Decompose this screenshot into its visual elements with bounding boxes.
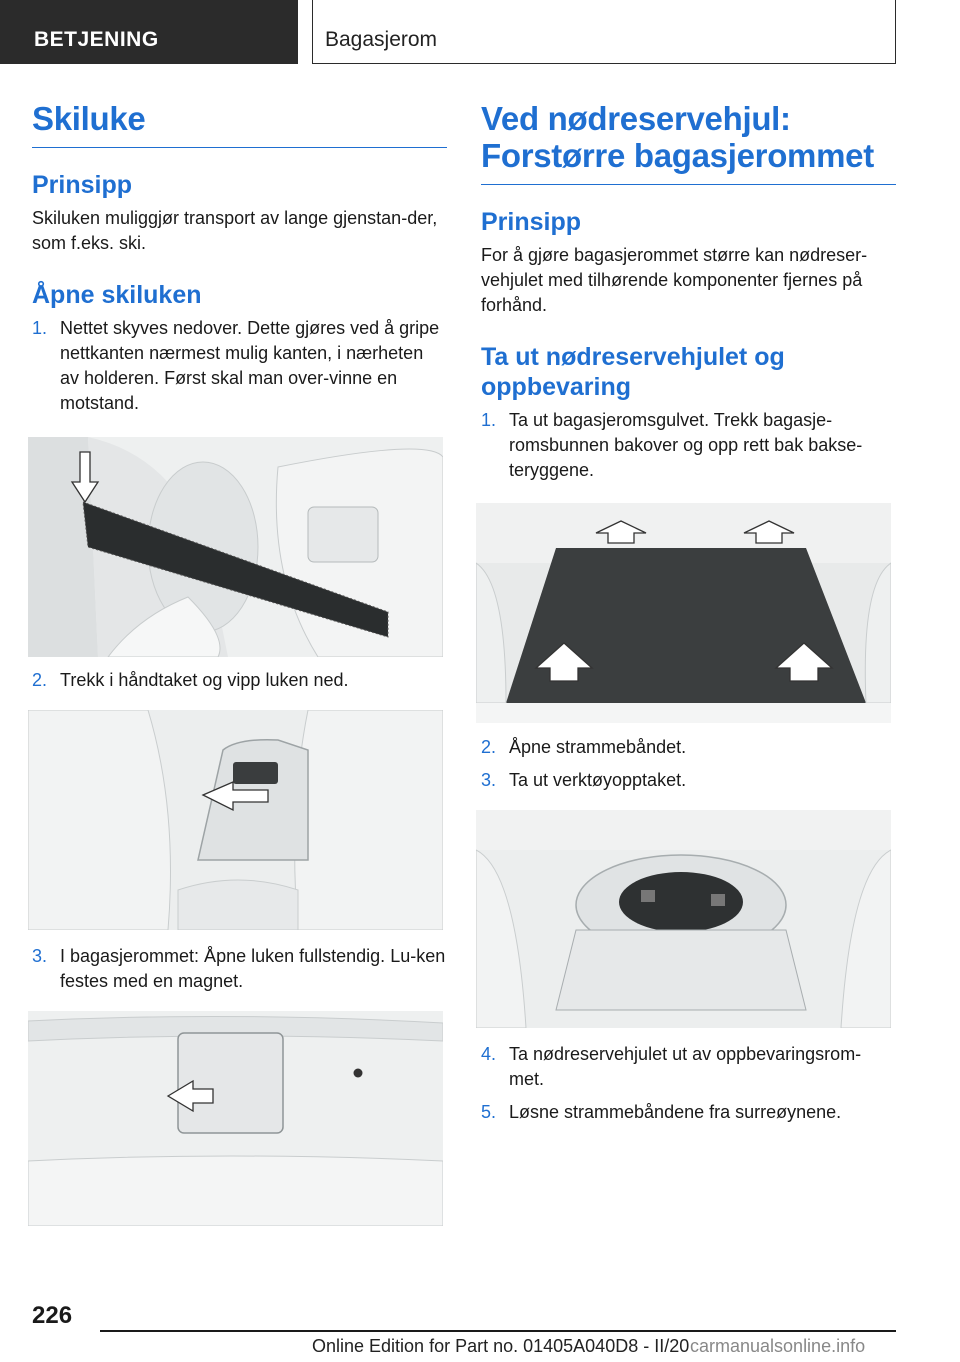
right-column <box>481 100 896 483</box>
step-number: 2. <box>32 670 48 690</box>
ski-net-illustration <box>28 437 443 657</box>
hatch-illustration <box>28 1011 443 1226</box>
figure-pull-handle <box>28 710 443 930</box>
step-text: Ta ut bagasjeromsgulvet. Trekk bagasje-romsbunnen bakover og opp rett bak bakse-teryggene. <box>509 410 863 480</box>
step-text: Ta nødreservehjulet ut av oppbevaringsrom-met. <box>509 1044 862 1089</box>
left-title: Skiluke <box>32 100 447 148</box>
left-heading-principle: Prinsipp <box>32 171 133 199</box>
left-step-2 <box>32 668 447 693</box>
right-steps-4-5-wrap <box>481 1042 896 1125</box>
step-text: Løsne strammebåndene fra surreøynene. <box>509 1102 842 1122</box>
left-step-1 <box>32 316 447 416</box>
figure-hatch-open <box>28 1011 443 1226</box>
step-number: 2. <box>481 737 497 757</box>
right-step-5 <box>481 1100 896 1125</box>
section-tab <box>0 0 298 64</box>
step-number: 1. <box>32 318 48 338</box>
right-step-2 <box>481 735 896 760</box>
right-steps-2-3-wrap <box>481 735 896 793</box>
right-heading-remove: Ta ut nødreservehjulet og oppbevaring <box>481 343 785 401</box>
left-heading-open: Åpne skiluken <box>32 281 202 309</box>
footer-divider <box>100 1330 896 1332</box>
left-step-3 <box>32 944 447 994</box>
right-principle-text: For å gjøre bagasjerommet større kan nødreser-vehjulet med tilhørende komponenter fjernes på forhånd. <box>481 245 868 315</box>
figure-trunk-floor <box>476 503 891 723</box>
edition-text: Online Edition for Part no. 01405A040D8 - II/20 <box>312 1336 690 1356</box>
step-text: Ta ut verktøyopptaket. <box>509 770 687 790</box>
step-text: Nettet skyves nedover. Dette gjøres ved å gripe nettkanten nærmest mulig kanten, i nærheten av holderen. Først skal man over-vinne en motstand. <box>60 318 440 413</box>
watermark-text: carmanualsonline.info <box>690 1336 866 1356</box>
section-label: BETJENING <box>34 28 159 51</box>
step-text: Trekk i håndtaket og vipp luken ned. <box>60 670 349 690</box>
right-step-4 <box>481 1042 896 1092</box>
trunk-floor-illustration <box>476 503 891 723</box>
step-number: 3. <box>481 770 497 790</box>
right-step-1 <box>481 408 896 483</box>
chapter-tab <box>312 0 896 64</box>
left-step-3-wrap <box>32 944 447 994</box>
page-number: 226 <box>32 1302 73 1329</box>
step-number: 1. <box>481 410 497 430</box>
step-number: 3. <box>32 946 48 966</box>
right-heading-principle: Prinsipp <box>481 208 582 236</box>
right-step-3 <box>481 768 896 793</box>
step-text: I bagasjerommet: Åpne luken fullstendig. Lu-ken festes med en magnet. <box>60 946 446 991</box>
chapter-label: Bagasjerom <box>325 28 438 51</box>
handle-illustration <box>28 710 443 930</box>
right-title: Ved nødreservehjul: Forstørre bagasjerommet <box>481 100 896 185</box>
step-text: Åpne strammebåndet. <box>509 737 687 757</box>
step-number: 4. <box>481 1044 497 1064</box>
figure-ski-net <box>28 437 443 657</box>
step-number: 5. <box>481 1102 497 1122</box>
left-principle-text: Skiluken muliggjør transport av lange gjenstan-der, som f.eks. ski. <box>32 208 438 253</box>
left-step-2-wrap <box>32 668 447 693</box>
figure-spare-wheel-well <box>476 810 891 1028</box>
left-column <box>32 100 447 416</box>
spare-wheel-illustration <box>476 810 891 1028</box>
